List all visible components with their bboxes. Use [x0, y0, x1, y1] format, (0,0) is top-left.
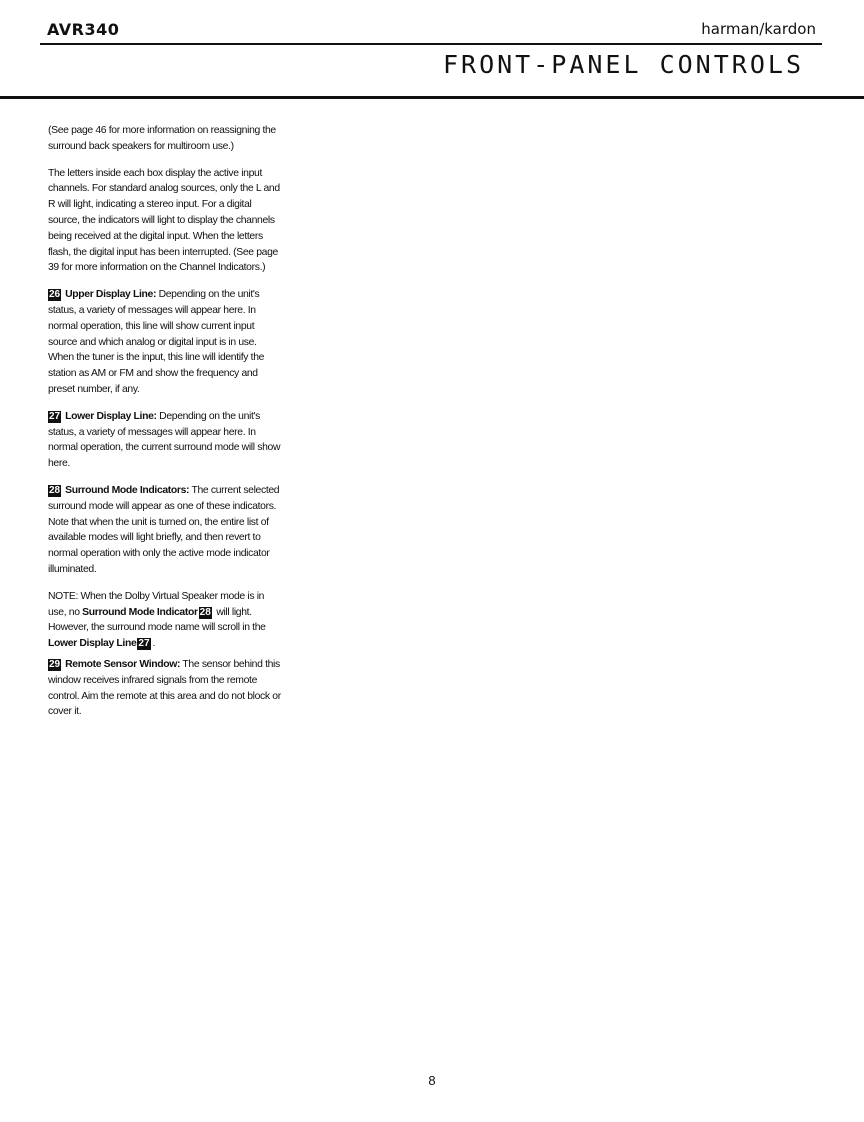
callout-badge: 26: [49, 289, 61, 301]
callout-badge: 28: [199, 606, 211, 618]
item-text: Depending on the unit's status, a variety of messages will appear here. In normal operation, this line will show current input source and which analog or digital input is in use. When the tuner is the input, this line will identify the station as AM or FM and show the frequency and preset number, if any.: [48, 289, 265, 395]
page-number: 8: [428, 1073, 436, 1088]
item-surround-mode-indicators: [48, 483, 284, 578]
section-rule: [0, 96, 864, 99]
item-remote-sensor-window: [48, 657, 284, 720]
paragraph-multiroom-ref: (See page 46 for more information on reassigning the surround back speakers for multiroom use.): [48, 125, 276, 152]
paragraph-channel-letters: The letters inside each box display the active input channels. For standard analog sources, only the L and R will light, indicating a stereo input. For a digital source, the indicators will light to display the channels being received at the digital input. When the letters flash, the digital input has been interrupted. (See page 39 for more information on the Channel Indicators.): [48, 167, 280, 274]
callout-badge: 27: [138, 638, 150, 650]
model-name: AVR340: [47, 20, 120, 39]
item-text: The sensor behind this window receives infrared signals from the remote control. Aim the remote at this area and do not block or cover it.: [48, 658, 281, 718]
note-text: .: [152, 638, 156, 650]
callout-badge: 29: [49, 658, 61, 670]
item-lower-display-line: [48, 409, 284, 472]
note-text: NOTE: When the Dolby Virtual Speaker mode is in use, no: [48, 590, 265, 618]
callout-badge: 28: [49, 484, 61, 496]
note-paragraph: [48, 589, 284, 652]
section-title: FRONT-PANEL CONTROLS: [442, 50, 804, 79]
text-column: [48, 123, 284, 731]
item-text: The current selected surround mode will appear as one of these indicators. Note that when the unit is turned on, the entire list of available modes will light briefly, and then revert to normal operation with only the active mode indicator illuminated.: [48, 484, 280, 575]
note-text: will light. However, the surround mode name will scroll in the: [48, 606, 266, 634]
item-term: Surround Mode Indicators:: [65, 484, 190, 496]
callout-badge: 27: [49, 410, 61, 422]
item-term: Upper Display Line:: [65, 289, 157, 301]
note-term: Lower Display Line: [48, 638, 137, 650]
note-term: Surround Mode Indicator: [82, 606, 198, 618]
header-rule: [40, 43, 822, 45]
brand-name: harman/kardon: [701, 20, 816, 38]
item-term: Lower Display Line:: [65, 410, 157, 422]
item-text: Depending on the unit's status, a variety of messages will appear here. In normal operation, the current surround mode will show here.: [48, 410, 281, 470]
item-term: Remote Sensor Window:: [65, 658, 181, 670]
item-upper-display-line: [48, 287, 284, 398]
